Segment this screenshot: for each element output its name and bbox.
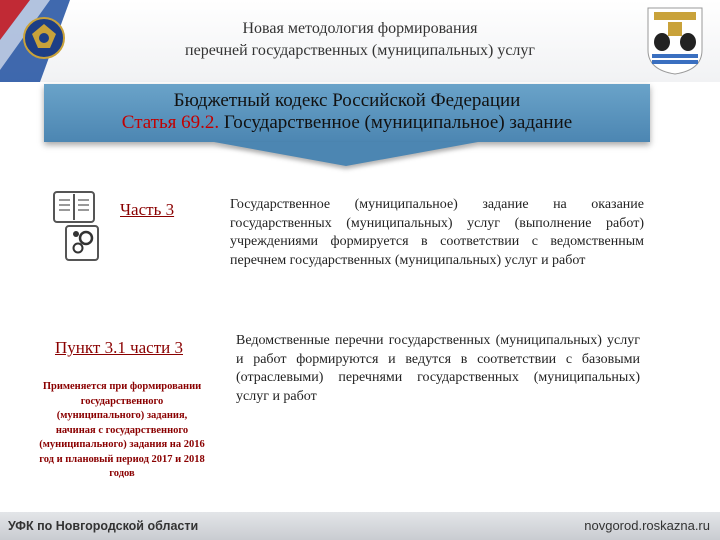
section2-note: Применяется при формировании государственного (муниципального) задания, начиная с государственного (муниципального) задания на 2016 год и плановый период 2017 и 2018 годов <box>39 381 205 479</box>
banner-title: Бюджетный кодекс Российской Федерации <box>173 90 521 111</box>
section2-text: Ведомственные перечни государственных (муниципальных) услуг и работ формируются и ведутся в соответствии с базовыми (отраслевыми) перечнями государственных (муниципальных) услуг и работ <box>236 333 640 404</box>
article-title: Государственное (муниципальное) задание <box>219 112 573 133</box>
page-title-line1: Новая методология формирования <box>242 20 478 37</box>
footer-website-link[interactable]: novgorod.roskazna.ru <box>584 518 710 533</box>
article-banner <box>44 84 650 142</box>
header-band <box>0 0 720 82</box>
treasury-emblem-icon <box>0 0 96 82</box>
article-reference: Статья 69.2. <box>121 112 220 133</box>
book-icon <box>54 192 94 222</box>
footer-organization: УФК по Новгородской области <box>8 519 199 533</box>
section1-label: Часть 3 <box>120 200 175 219</box>
novgorod-coat-of-arms-icon <box>646 6 704 76</box>
banner-arrow <box>214 142 478 166</box>
section-icons <box>50 188 104 264</box>
section1-text: Государственное (муниципальное) задание на оказание государственных (муниципальных) услуг (выполнение работ) учреждениями формируется в соответствии с ведомственным перечнем государственных (муниципальных) услуг и работ <box>230 197 644 268</box>
banner-subtitle <box>44 112 650 134</box>
page-title <box>130 18 590 62</box>
footer-bar <box>0 512 720 540</box>
section2-label: Пункт 3.1 части 3 <box>54 338 183 357</box>
document-gears-icon <box>66 226 98 260</box>
page-title-line2: перечней государственных (муниципальных) услуг <box>185 42 535 59</box>
